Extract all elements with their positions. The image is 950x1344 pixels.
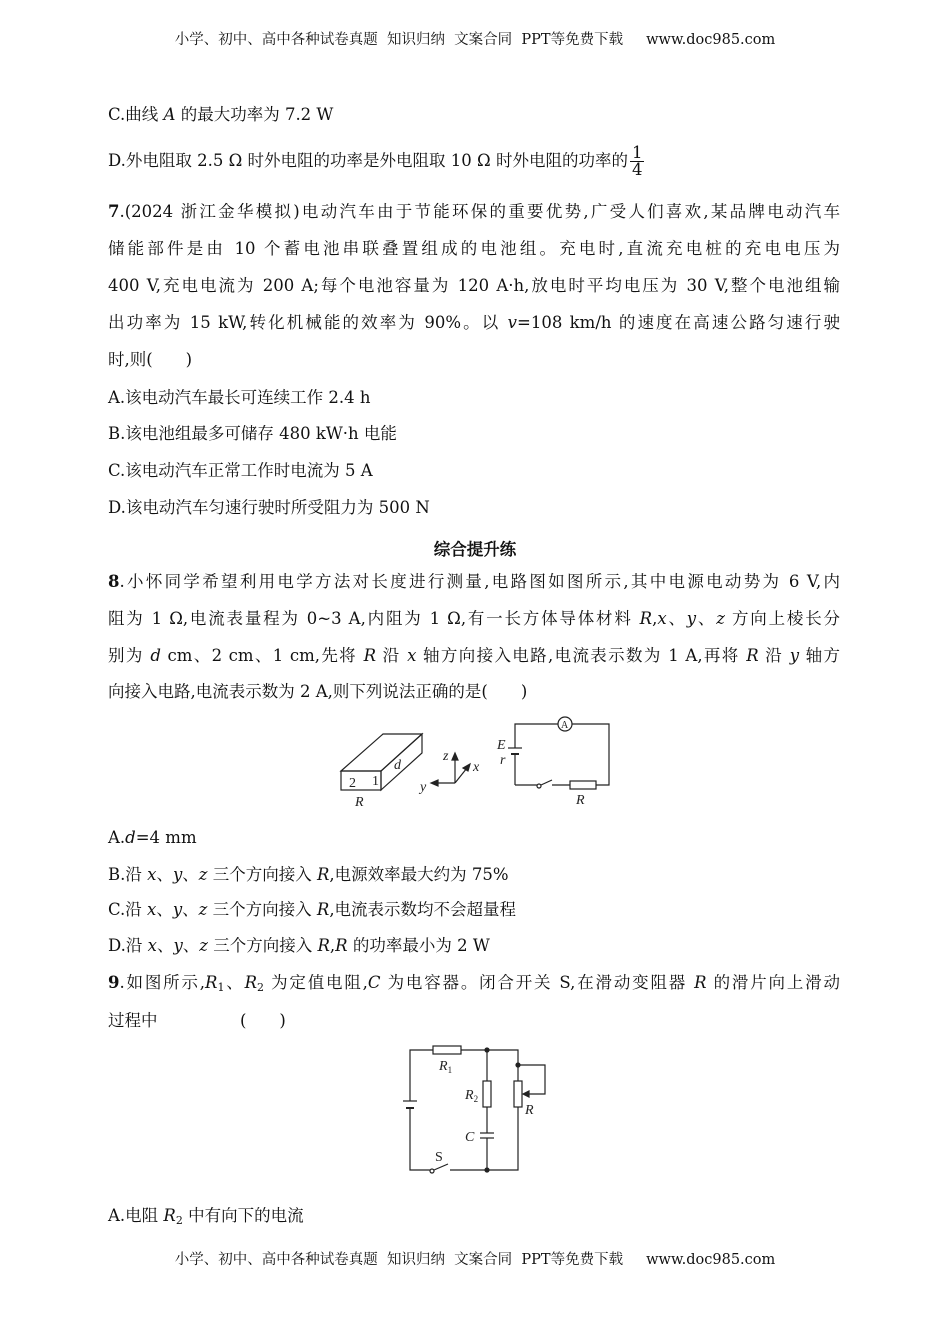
text-segment: , [329,936,336,955]
text-segment: R [244,973,258,992]
text-segment: 的滑片向上滑动 [706,973,840,992]
text-segment: 别为 [108,646,151,665]
section-heading: 综合提升练 [433,540,517,559]
text-segment: 轴方向接入电路,电流表示数为 1 A,再将 [416,646,747,665]
text-segment: 三个方向接入 [207,900,317,919]
text-segment: x [147,865,157,884]
text-segment: 沿 [376,646,408,665]
text-segment: 阻为 1 Ω,电流表量程为 0~3 A,内阻为 1 Ω,有一长方体导体材料 [108,609,640,628]
text-segment: 轴方 [799,646,840,665]
text-segment: R [335,936,348,955]
resistor-label: R [576,793,585,808]
text-segment: 、 [156,900,173,919]
text-segment: 三个方向接入 [207,865,317,884]
text-segment: R [205,973,218,992]
text-segment: y [789,646,800,665]
text-segment: R [316,900,330,919]
text-segment: 过程中 ( ) [108,1011,286,1030]
axis-label-y: y [420,780,427,795]
text-segment: C.沿 [108,900,148,919]
emf-label: E [497,738,506,753]
text-segment: 8 [108,572,120,591]
circuit-2 [403,1046,545,1173]
fraction-numerator: 1 [631,143,643,162]
text-segment: A.电阻 [108,1206,164,1225]
text-segment: 、 [156,936,174,955]
text-segment: 为定值电阻, [264,973,368,992]
text-segment: .小怀同学希望利用电学方法对长度进行测量,电路图如图所示,其中电源电动势为 6 V,内 [119,572,840,591]
text-segment: 的功率最小为 2 W [347,936,490,955]
text-segment: y [686,609,697,628]
text-segment: =108 km/h 的速度在高速公路匀速行驶 [517,313,841,332]
label-r2: $R_2$ [465,1088,479,1104]
text-segment: D.外电阻取 2.5 Ω 时外电阻的功率是外电阻取 10 Ω 时外电阻的功率的 [108,151,628,170]
text-segment: 为电容器。闭合开关 S,在滑动变阻器 [380,973,695,992]
rheostat-icon [514,1081,522,1107]
text-segment: z [198,865,208,884]
text-segment: C [367,973,381,992]
text-segment: z [199,936,208,955]
face-label-2: 2 [349,776,356,791]
text-segment: R [639,609,653,628]
text-segment: 、 [156,865,173,884]
text-segment: 、 [696,609,717,628]
text-segment: y [172,865,183,884]
text-segment: y [173,936,183,955]
text-segment: A [163,105,176,124]
text-segment: cm、2 cm、1 cm,先将 [160,646,364,665]
label-r1: $R_1$ [439,1059,453,1075]
text-segment: 9 [108,973,120,992]
text-segment: .(2024 浙江金华模拟)电动汽车由于节能环保的重要优势,广受人们喜欢,某品牌电动汽车 [119,202,840,221]
text-segment: 1 [217,981,225,994]
text-segment: v [507,313,517,332]
text-segment: y [172,900,183,919]
text-segment: C.曲线 [108,105,164,124]
text-segment: ,电流表示数均不会超量程 [329,900,517,919]
resistor-r1-icon [433,1046,461,1054]
text-segment: 储能部件是由 10 个蓄电池串联叠置组成的电池组。充电时,直流充电桩的充电电压为 [108,239,840,258]
resistor-icon [570,781,596,789]
text-segment: 中有向下的电流 [182,1206,304,1225]
text-segment: 、 [666,609,687,628]
label-c: C [465,1130,475,1145]
text-segment: 的最大功率为 7.2 W [175,105,334,124]
text-segment: ,电源效率最大约为 75% [329,865,509,884]
fraction-denominator: 4 [631,160,643,179]
text-segment: 2 [175,1214,183,1227]
text-segment: B.沿 [108,865,148,884]
text-segment: 三个方向接入 [207,936,318,955]
label-r: R [525,1103,534,1118]
text-segment: , [652,609,658,628]
resistor-r2-icon [483,1081,491,1107]
label-s: S [435,1150,443,1165]
text-segment: 、 [182,936,200,955]
text-segment: R [694,973,707,992]
text-segment: R [363,646,377,665]
text-segment: A.该电动汽车最长可连续工作 2.4 h [108,388,371,407]
text-segment: C.该电动汽车正常工作时电流为 5 A [108,461,373,480]
text-segment: R [746,646,759,665]
text-segment: 、 [224,973,245,992]
text-segment: z [716,609,725,628]
text-segment: 、 [182,900,199,919]
internal-resistance-label: r [500,753,506,768]
axes [431,753,470,786]
switch-s-icon [430,1169,434,1173]
text-segment: 时,则( ) [108,350,193,369]
text-segment: A. [108,828,126,847]
text-segment: B.该电池组最多可储存 480 kW·h 电能 [108,424,397,443]
face-label-1: 1 [372,774,379,789]
edge-label-d: d [394,758,401,773]
text-segment: d [150,646,161,665]
text-segment: 方向上棱长分 [724,609,840,628]
text-segment: 出功率为 15 kW,转化机械能的效率为 90%。以 [108,313,508,332]
text-segment: R [163,1206,176,1225]
text-segment: D.沿 [108,936,148,955]
text-segment: x [407,646,417,665]
text-segment: R [317,936,330,955]
switch-icon [537,784,541,788]
text-segment: x [147,900,157,919]
block-label-r: R [355,795,364,810]
text-segment: .如图所示, [119,973,206,992]
text-segment: R [316,865,330,884]
text-segment: 向接入电路,电流表示数为 2 A,则下列说法正确的是( ) [108,682,528,701]
text-segment: 沿 [758,646,790,665]
text-segment: D.该电动汽车匀速行驶时所受阻力为 500 N [108,498,430,517]
axis-label-z: z [443,749,449,764]
axis-label-x: x [473,760,480,775]
text-segment: 2 [257,981,265,994]
ammeter-label: A [561,720,569,731]
text-segment: d [125,828,136,847]
text-segment: 7 [108,202,120,221]
text-segment: 400 V,充电电流为 200 A;每个电池容量为 120 A·h,放电时平均电压为 30 V,整个电池组输 [108,276,840,295]
text-segment: z [198,900,208,919]
page-header: 小学、初中、高中各种试卷真题 知识归纳 文案合同 PPT等免费下载 www.doc985.com [174,32,776,48]
text-segment: x [147,936,157,955]
text-segment: =4 mm [135,828,197,847]
text-segment: 、 [182,865,199,884]
circuit-1 [508,717,609,789]
page-footer: 小学、初中、高中各种试卷真题 知识归纳 文案合同 PPT等免费下载 www.doc985.com [174,1252,776,1268]
text-segment: x [657,609,667,628]
